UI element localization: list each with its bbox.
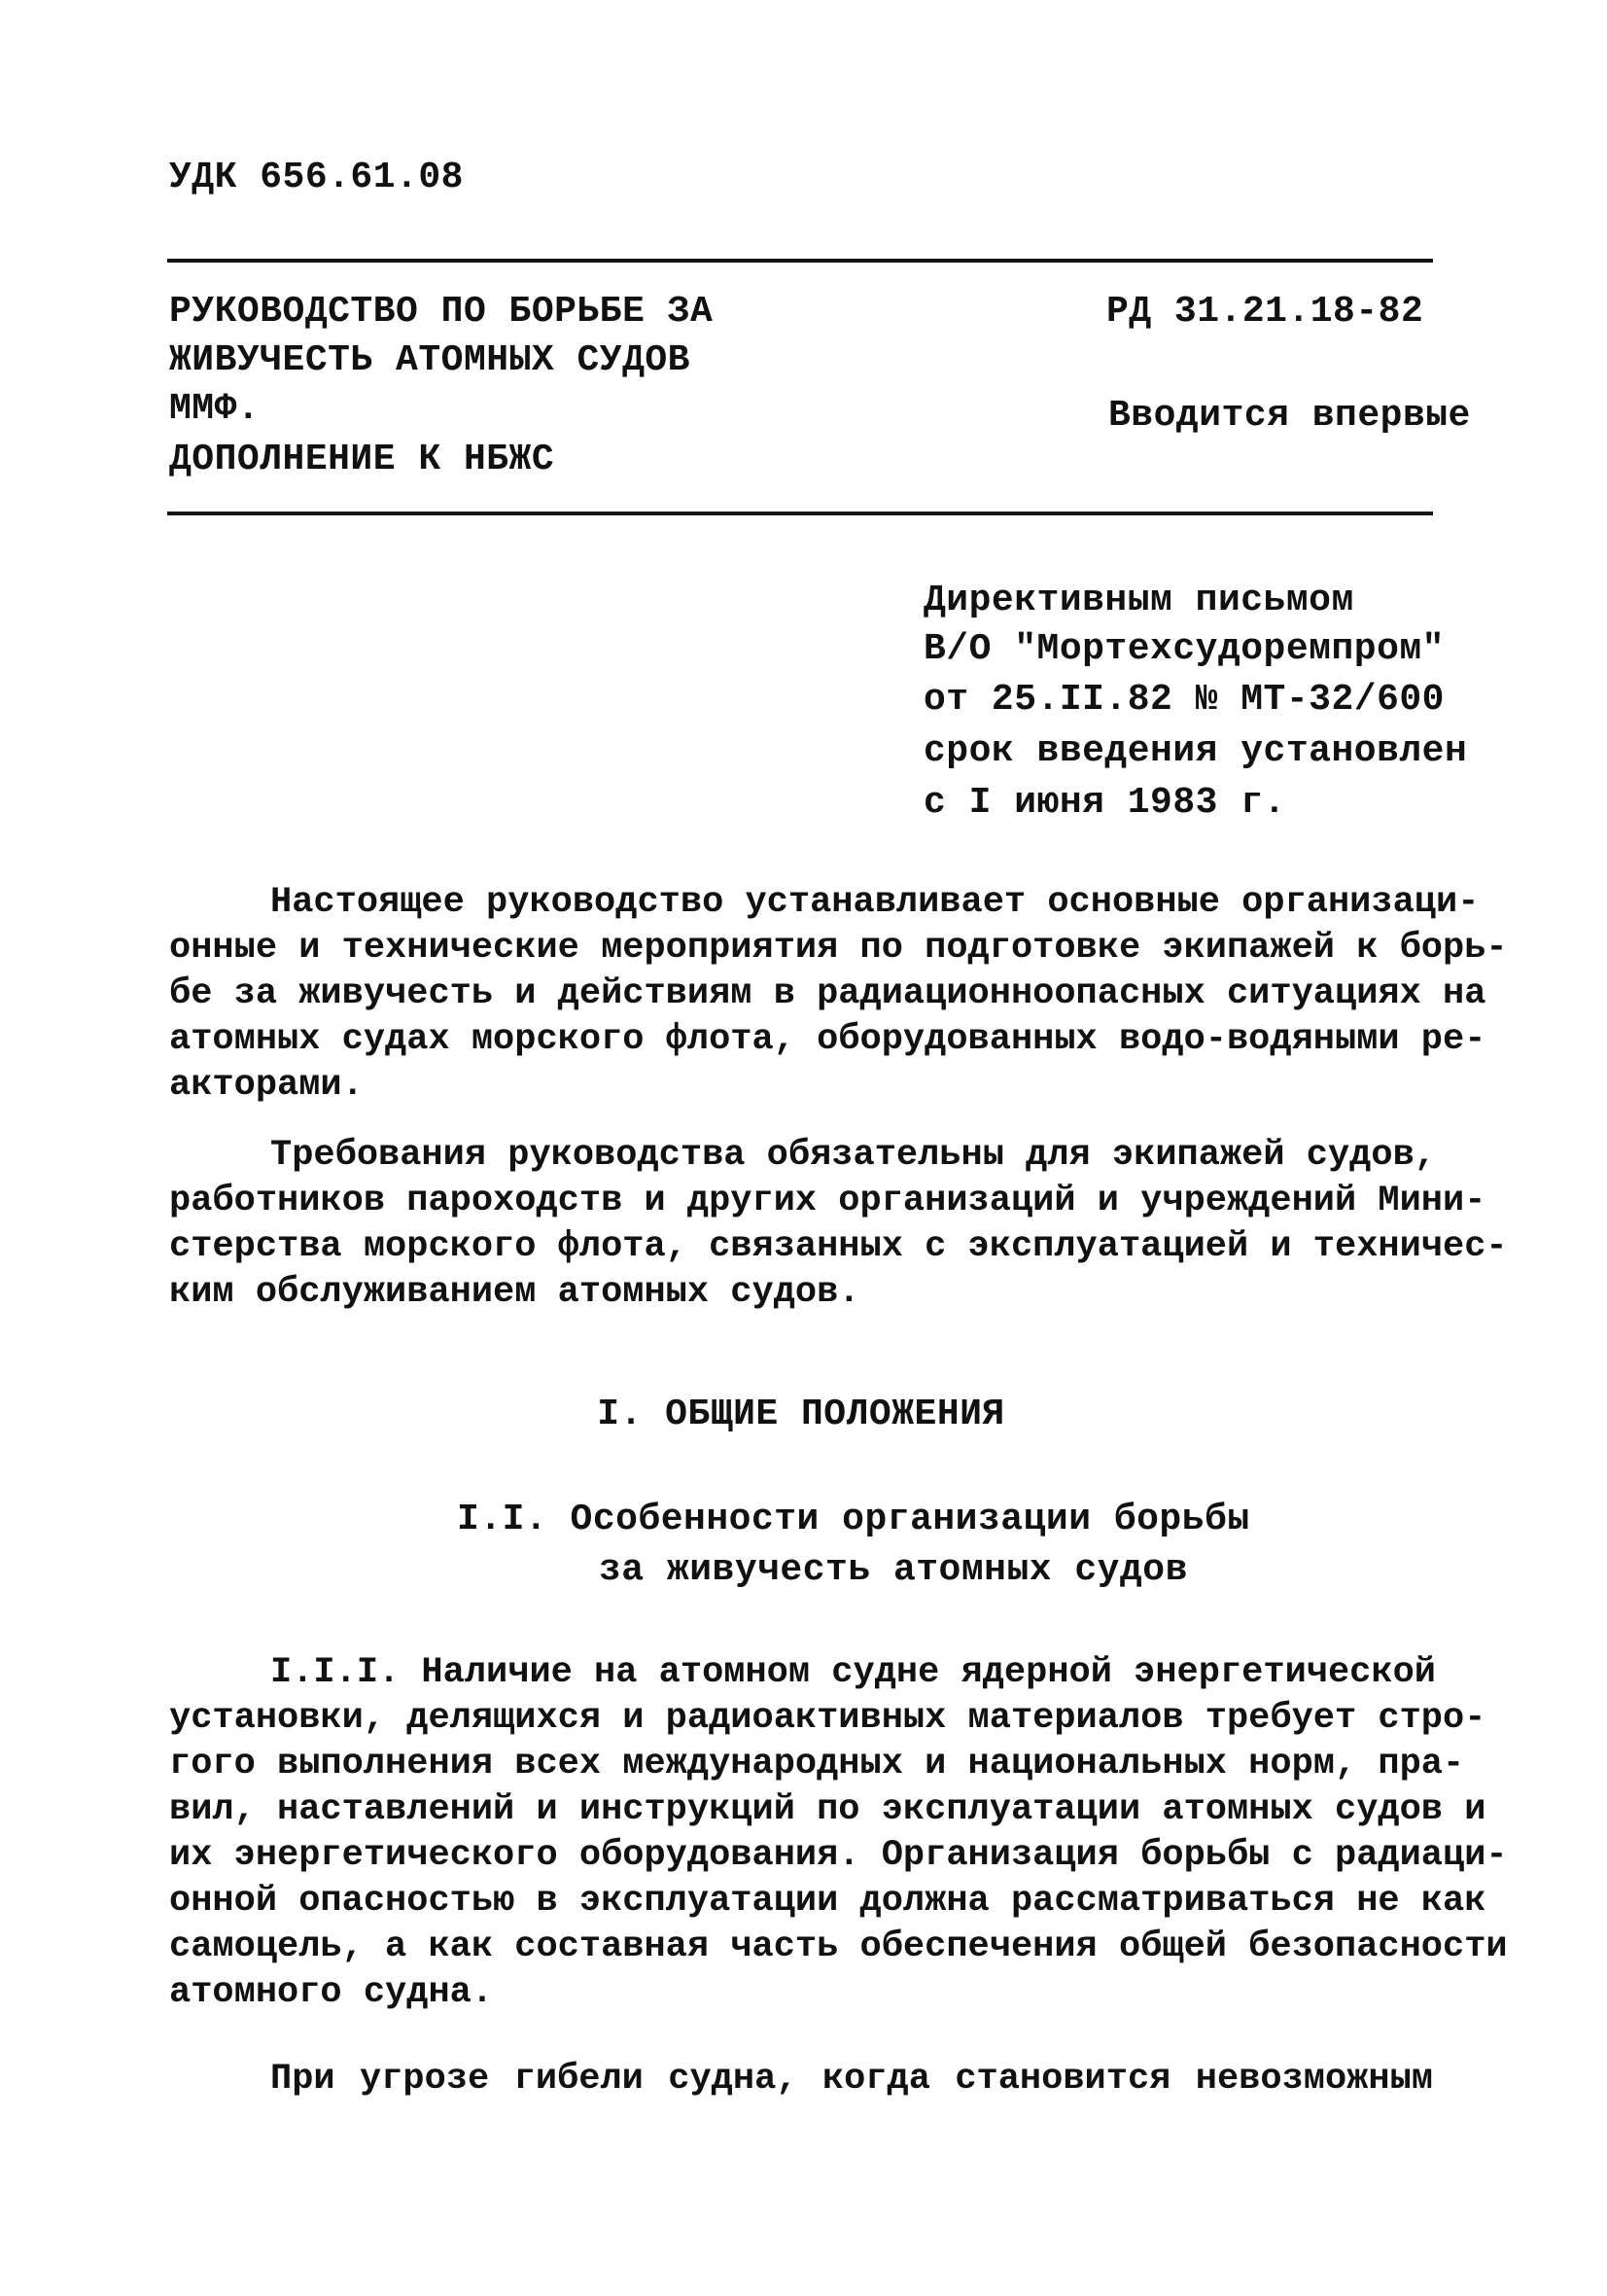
clause-paragraph-2: [169, 2057, 1433, 2102]
clause-p1-line-3: гого выполнения всех международных и национальных норм, пра-: [169, 1744, 1465, 1784]
clause-p1-line-4: вил, наставлений и инструкций по эксплуатации атомных судов и: [169, 1789, 1486, 1830]
clause-paragraph-1: [169, 1650, 1508, 2016]
subsection-heading-line-2: за живучесть атомных судов: [599, 1549, 1188, 1591]
header-title-line-4: ДОПОЛНЕНИЕ К НБЖС: [169, 439, 555, 480]
header-bottom-rule: [167, 512, 1433, 515]
udk-code: УДК 656.61.08: [169, 157, 464, 198]
directive-line-5: с I июня 1983 г.: [924, 782, 1286, 824]
intro-p1-line-3: бе за живучесть и действиям в радиационноопасных ситуациях на: [169, 973, 1486, 1014]
directive-line-2: В/О "Мортехсудоремпром": [924, 628, 1445, 670]
intro-p1-line-2: онные и технические мероприятия по подготовке экипажей к борь-: [169, 928, 1508, 969]
clause-p2-line-1: При угрозе гибели судна, когда становится невозможным: [270, 2059, 1433, 2100]
section-heading: I. ОБЩИЕ ПОЛОЖЕНИЯ: [597, 1394, 1005, 1435]
directive-line-3: от 25.II.82 № МТ-32/600: [924, 679, 1445, 721]
document-status: Вводится впервые: [1108, 395, 1471, 437]
clause-p1-line-5: их энергетического оборудования. Организация борьбы с радиаци-: [169, 1835, 1508, 1876]
intro-p2-line-3: стерства морского флота, связанных с эксплуатацией и техничес-: [169, 1226, 1508, 1267]
header-title-line-2: ЖИВУЧЕСТЬ АТОМНЫХ СУДОВ: [169, 339, 690, 381]
intro-p1-line-5: акторами.: [169, 1065, 364, 1106]
intro-p1-line-1: Настоящее руководство устанавливает основные организаци-: [270, 882, 1480, 923]
intro-paragraph-1: [169, 880, 1508, 1109]
intro-p2-line-2: работников пароходств и других организаций и учреждений Мини-: [169, 1181, 1486, 1221]
subsection-heading-line-1: I.I. Особенности организации борьбы: [457, 1499, 1250, 1540]
header-title-line-3: ММФ.: [169, 388, 261, 430]
clause-p1-line-8: атомного судна.: [169, 1972, 494, 2013]
clause-p1-line-1: I.I.I. Наличие на атомном судне ядерной энергетической: [270, 1652, 1436, 1693]
intro-p2-line-4: ким обслуживанием атомных судов.: [169, 1272, 860, 1313]
header-title-line-1: РУКОВОДСТВО ПО БОРЬБЕ ЗА: [169, 291, 714, 333]
document-code: РД 31.21.18-82: [1106, 291, 1424, 333]
clause-p1-line-6: онной опасностью в эксплуатации должна рассматриваться не как: [169, 1881, 1486, 1922]
directive-line-4: срок введения установлен: [924, 730, 1468, 772]
header-top-rule: [167, 259, 1433, 263]
intro-p1-line-4: атомных судах морского флота, оборудованных водо-водяными ре-: [169, 1019, 1486, 1060]
clause-p1-line-2: установки, делящихся и радиоактивных материалов требует стро-: [169, 1698, 1486, 1739]
directive-line-1: Директивным письмом: [924, 580, 1354, 621]
clause-p1-line-7: самоцель, а как составная часть обеспечения общей безопасности: [169, 1926, 1508, 1967]
intro-p2-line-1: Требования руководства обязательны для экипажей судов,: [270, 1135, 1436, 1176]
intro-paragraph-2: [169, 1133, 1508, 1316]
